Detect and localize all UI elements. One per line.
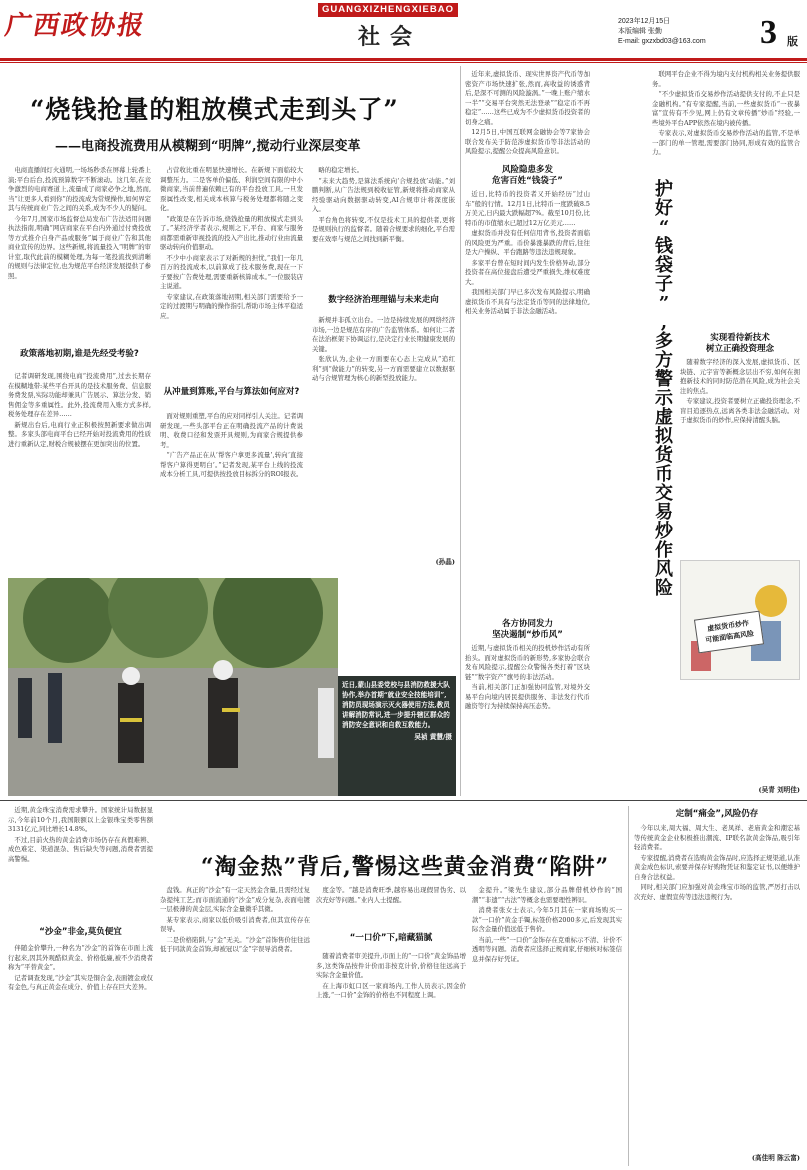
- vc-right-col3: [680, 684, 800, 784]
- gold-col1: [8, 806, 153, 866]
- paragraph: 近期,与虚拟货币相关的投机炒作活动有所抬头。面对虚拟货币的新形势,多家协会联合发布风险提示,提醒公众警惕各类打着“区块链”“数字资产”旗号的非法活动。: [465, 644, 590, 681]
- vc-right-col2: [680, 358, 800, 554]
- lead-col3: [312, 166, 455, 288]
- vertical-title-char: 货: [655, 445, 673, 466]
- vertical-title-char: 护: [655, 179, 673, 200]
- section-title: 社会: [357, 24, 422, 50]
- paragraph: 今年7月,国家市场监督总局发布广告法适用问题执法指南,明确“网店商家在平台内外通过付费投放等方式推介自身产品或服务”属于商业广告和其他商业宣传的边界。这些新规,将流量投入“明牌”的审计室,取代此前的模糊处理,为每一笔投流找到清晰的规则与法律定位,也为规范平台经济发展提供了参照。: [8, 214, 151, 280]
- vc-vertical-title: [590, 180, 686, 600]
- photo-credit: 吴祯 黄慧/摄: [414, 733, 452, 741]
- lead-col2: [160, 166, 303, 384]
- vertical-title-char: 子: [655, 274, 673, 295]
- paragraph: 当前,相关部门正加强协同监管,对境外交易平台向境内居民提供服务、非法发行代币融资等行为持续保持高压态势。: [465, 683, 590, 710]
- paragraph: 近年来,虚拟货币、现实世界资产代币等加密资产市场快速扩张,然而,高收益的诱惑背后,是深不可测的风险漩涡。”一晚上账户缩水一半”“交易平台突然无法登录”“稳定币不再稳定”……这些已成为不少虚拟货币投资者的切身之痛。: [465, 70, 590, 126]
- gold-col5: [634, 806, 800, 1148]
- paragraph: 同时,相关部门应加强对黄金珠宝市场的监管,严厉打击以次充好、虚假宣传等违法违规行为。: [634, 883, 800, 901]
- issue-date: 2023年12月15日: [618, 18, 671, 25]
- photo-image: [8, 578, 338, 796]
- gold-section-head-1: “沙金”非金,莫负便宜: [39, 927, 122, 937]
- vertical-title-char: 币: [655, 464, 673, 485]
- paragraph: 盘钱。真正的“沙金”有一定天然金含量,且需经过复杂提纯工艺;而市面流通的“沙金”成分复杂,表面电镀一层极薄的黄金层,实际含金量微乎其微。: [160, 886, 310, 913]
- newspaper-logo: 广西政协报: [2, 11, 149, 41]
- paragraph: 度金等。“越是消费旺季,越容易出现假冒伪劣、以次充好等问题。”业内人士提醒。: [316, 886, 466, 904]
- vertical-title-char: 好: [655, 198, 673, 219]
- gold-section-head-3: 定制“痛金”,风险仍存: [675, 809, 759, 819]
- paragraph: 某专家表示,商家以低价吸引消费者,但其宣传存在误导。: [160, 915, 310, 933]
- paragraph: “广告产品正在从‘帮客户拿更多流量’,转向‘直接帮客户算得更明白’。”记者发现,某平台上线的投流成本分析工具,可提供按投放目标拆分的ROI报表。: [160, 451, 303, 478]
- vertical-title-char: 作: [655, 540, 673, 561]
- vertical-title-char: 方: [655, 350, 673, 371]
- gold-col1b: [8, 944, 153, 1164]
- paragraph: 占营收比重在明显快速增长。在新规下面临较大调整压力。二是客单价偏低、利润空间有限的中小微商家,当前普遍依赖已有的平台投放工具,一旦发票属性改变,相关成本核算与税务处理都将随之变化。: [160, 166, 303, 212]
- editor-email: E-mail: gxzxbd03@163.com: [618, 38, 706, 45]
- vc-section-head-3: 实现看待新技术 树立正确投资理念: [705, 333, 774, 354]
- vc-body: [465, 190, 590, 610]
- masthead: [0, 0, 807, 60]
- paragraph: 专家提醒,消费者在选购黄金饰品时,应选择正规渠道,认准黄金成色标识,索要并保存好购物凭证和鉴定证书,以便维护自身合法权益。: [634, 853, 800, 881]
- vertical-title-char: 易: [655, 502, 673, 523]
- vc-intro: [465, 70, 590, 160]
- paragraph: 不少中小商家表示了对新规的担忧,“我们一年几百万的投流成本,以前算成了技术服务费,现在一下子要按广告费处理,需要重新核算成本。”一位服装店主说道。: [160, 253, 303, 290]
- vertical-title-char: ”: [658, 293, 670, 314]
- vc-right-col: [652, 70, 800, 230]
- vertical-title-char: 警: [655, 369, 673, 390]
- vertical-title-char: ,: [660, 312, 668, 333]
- paragraph: 专家建议,在政策落地初期,相关部门需要给予一定的过渡期与明确的操作指引,帮助市场主体平稳适应。: [160, 292, 303, 320]
- vertical-title-char: 险: [655, 578, 673, 599]
- paragraph: 近期,黄金珠宝消费需求攀升。国家统计局数据显示,今年前10个月,我国限额以上金银珠宝类零售额3131亿元,同比增长14.8%。: [8, 806, 153, 833]
- vc-body2: [465, 644, 590, 794]
- paragraph: 近日,比特币的投资者又开始经历“过山车”般的行情。12月1日,比特币一度跌破8.5万美元,日内最大跌幅超7%。截至10月份,比特币的市值缩水已超过12万亿美元……: [465, 190, 590, 227]
- paragraph: 专家表示,对虚拟货币交易炒作活动的监管,不是单一部门的单一管理,需要部门协同,形成有效的监管合力。: [652, 129, 800, 156]
- lead-col1: [8, 166, 151, 348]
- paragraph: 金提升。”梁先生建议,部分品牌借机炒作的“国潮”“非遗”“古法”等概念也需要理性辨识。: [472, 886, 622, 904]
- paragraph: 随着数字经济的深入发展,虚拟货币、区块链、元宇宙等新概念层出不穷,如何在拥抱新技术的同时防范潜在风险,成为社会关注的焦点。: [680, 358, 800, 395]
- vertical-title-char: 风: [655, 559, 673, 580]
- paragraph: 在上海市虹口区一家商场内,工作人员表示,因金价上涨,“一口价”金饰的价格也不同程度上调。: [316, 981, 466, 999]
- lead-col2b: [160, 412, 303, 570]
- vertical-title-char: 袋: [655, 255, 673, 276]
- paragraph: 12月5日,中国互联网金融协会等7家协会联合发布关于防范涉虚拟货币等非法活动的风险提示,提醒公众提高风险意识。: [465, 128, 590, 155]
- paragraph: 我国相关部门早已多次发布风险提示,明确虚拟货币不具有与法定货币等同的法律地位,相关业务活动属于非法金融活动。: [465, 288, 590, 315]
- vc-section-head-1: 风险隐患多发 危害百姓“钱袋子”: [492, 165, 563, 186]
- paragraph: 随着消费者审美提升,市面上的“一口价”黄金饰品增多,这类饰品按件计价而非按克计价,价格往往远高于实际含金量价值。: [316, 952, 466, 979]
- paragraph: 多家平台曾在短时间内发生价格异动,部分投资者在高位接盘后遭受严重损失,维权难度大。: [465, 258, 590, 286]
- paragraph: 伴随金价攀升,一种名为“沙金”的首饰在市面上流行起来,因其外观酷似黄金、价格低廉,被不少消费者称为“平替黄金”。: [8, 944, 153, 971]
- lead-subhead: ——电商投流费用从模糊到“明牌”,搅动行业深层变革: [55, 139, 361, 154]
- cartoon-label: 虚拟货币炒作 可能面临高风险: [694, 611, 764, 654]
- vertical-title-char: 炒: [655, 521, 673, 542]
- paragraph: 电商直播间灯火通明,一场场秒杀在屏幕上轮番上演;平台后台,投流预算数字不断滚动。这几年,在竞争激烈的电商赛道上,流量成了商家必争之地,然而,当“让更多人看到你”的投流成为常规操作,如何界定其与传统商业广告之间的关系,成为不少人的疑问。: [8, 166, 151, 212]
- paragraph: 联网平台企业不得为境内支付机构相关业务提供服务。: [652, 70, 800, 88]
- column-divider: [628, 806, 629, 1166]
- paragraph: “未来大趋势,是算法系统向‘合规投放’动能。”刘鹏判断,从广告法规到税收征管,新规将推动商家从经验驱动向数据驱动转变,AI合规审计将深度嵌入。: [312, 176, 455, 213]
- vertical-title-char: 多: [655, 331, 673, 352]
- paragraph: 记者调查发现,“沙金”其实是铜合金,表面镀金或仅有金色,与真正黄金在成分、价值上存在巨大差异。: [8, 973, 153, 991]
- paragraph: “政策是在告诉市场,烧钱抢量的粗放模式走到头了。”某经济学者表示,规则之下,平台、商家与服务商都需重新审视投流的投入产出比,推动行业由流量驱动转向价值驱动。: [160, 214, 303, 251]
- lead-headline: “烧钱抢量的粗放模式走到头了”: [30, 95, 399, 124]
- gold-col3: [316, 886, 466, 926]
- section-divider: [0, 800, 807, 801]
- paragraph: 消费者张女士表示,今年5月其在一家商场购买一款“一口价”黄金手镯,标签价格2000多元,后发现其实际含金量价值远低于售价。: [472, 906, 622, 933]
- page-number-suffix: 版: [787, 35, 798, 48]
- column-divider: [460, 66, 461, 796]
- vc-author: (吴青 刘明佳): [758, 786, 800, 794]
- paragraph: 当前,一些“一口价”金饰存在克重标示不清、计价不透明等问题。消费者应选择正规商家,仔细核对标签信息并保存好凭证。: [472, 935, 622, 963]
- paragraph: 张欣认为,企业一方面要在心态上完成从“追红利”到“做能力”的转变,另一方面需要建立以数据驱动与合规管理为核心的新型投放能力。: [312, 355, 455, 382]
- lead-section-head-3: 数字经济治理理锚与未来走向: [328, 295, 439, 305]
- paragraph: 新规出台后,电商行业正积极按照新要求做出调整。多家头部电商平台已经开始对投流费用的性质进行重新认定,财税合规被摆在更加突出的位置。: [8, 420, 151, 448]
- gold-col3b: [316, 952, 466, 1164]
- paragraph: 面对规则重塑,平台的应对同样引人关注。记者调研发现,一些头部平台正在明确投流产品的计费说明、收费口径和发票开具规则,为商家合规提供参考。: [160, 412, 303, 449]
- firefighter-training-photo: [8, 578, 338, 796]
- paragraph: 新规并非孤立出台。一边是持续发展的网络经济市场,一边是规范有序的广告监管体系。如何让二者在法治框架下协调运行,是决定行业长期健康发展的关键。: [312, 316, 455, 353]
- lead-col1b: [8, 372, 151, 570]
- vertical-title-char: 拟: [655, 426, 673, 447]
- page-number: 3: [760, 14, 777, 51]
- paragraph: 记者调研发现,围绕电商“投流费用”,过去长期存在模糊地带:某些平台开具的是技术服务费、信息服务费发票,实际功能却兼具广告展示、算法分发、销售佣金等多重属性。此外,投流费用入账方式多样,税务处理存在差异……: [8, 372, 151, 418]
- gold-author: (高佳明 陈云富): [751, 1154, 800, 1162]
- gold-section-head-2: “一口价”下,暗藏猫腻: [349, 933, 433, 943]
- paragraph: 略的稳定增长。: [318, 166, 364, 174]
- lead-author: (孙晶): [435, 558, 455, 566]
- paragraph: 不过,目前火热的黄金消费市场仍存在真假难辨、成色难定、渠道混杂、售后缺失等问题,消费者需提高警惕。: [8, 835, 153, 863]
- masthead-rule: [0, 58, 807, 61]
- gold-col2: [160, 886, 310, 1164]
- masthead-rule-thin: [0, 62, 807, 63]
- paragraph: 虚拟货币并没有任何信用背书,投资者面临的风险更为严重。币价暴涨暴跌的背后,往往是大户操纵、平台跑路等违法违规现象。: [465, 229, 590, 256]
- lead-section-head-1: 政策落地初期,谁是先经受考验?: [20, 349, 139, 359]
- vertical-title-char: “: [658, 217, 670, 238]
- paragraph: 二是价格陷阱,与“金”无关。“沙金”首饰售价往往远低于同款黄金首饰,却被冠以“金”字误导消费者。: [160, 935, 310, 953]
- vc-section-head-2: 各方协同发力 坚决遏制“炒币风”: [492, 619, 563, 640]
- issue-meta: [618, 17, 706, 47]
- paragraph: “不少虚拟货币交易炒作活动提供支付的,不止只是金融机构。”有专家提醒,当前,一些虚拟货币“一夜暴富”宣传有不少见,网上仍有文章传播“炒币”经验,一些境外平台APP依然在境内被传播。: [652, 90, 800, 127]
- gold-headline: “淘金热”背后,警惕这些黄金消费“陷阱”: [200, 854, 610, 880]
- vertical-title-char: 示: [655, 388, 673, 409]
- page-editor: 本版编辑 张勤: [618, 28, 662, 35]
- photo-caption-text: 近日,蒙山县委党校与县消防救援大队协作,举办首期“就业安全技能培训”,消防员现场演示灭火器使用方法,教员讲解消防常识,进一步提升辖区群众的消防安全意识和自救互救能力。: [342, 681, 450, 729]
- lead-col3b: [312, 316, 455, 554]
- lead-section-head-2: 从冲量到算账,平台与算法如何应对?: [163, 387, 300, 397]
- vertical-title-char: 钱: [655, 236, 673, 257]
- photo-caption: [338, 676, 456, 796]
- paragraph: 平台角色将转变,不仅是技术工具的提供者,更将是规则执行的监督者。随着合规要求的细化,平台需要在效率与规范之间找到新平衡。: [312, 215, 455, 243]
- vertical-title-char: 虚: [655, 407, 673, 428]
- vertical-title-char: 交: [655, 483, 673, 504]
- paragraph: 今年以来,周大福、周大生、老凤祥、老庙黄金和潮宏基等传统黄金企业积极推出潮流、IP联名款黄金饰品,吸引年轻消费者。: [634, 824, 800, 851]
- gold-col4: [472, 886, 622, 1164]
- paragraph: 专家建议,投资者要树立正确投资理念,不盲目追逐热点,远离各类非法金融活动。对于虚拟货币的炒作,应保持清醒头脑。: [680, 397, 800, 424]
- newspaper-pinyin: GUANGXIZHENGXIEBAO: [318, 3, 458, 17]
